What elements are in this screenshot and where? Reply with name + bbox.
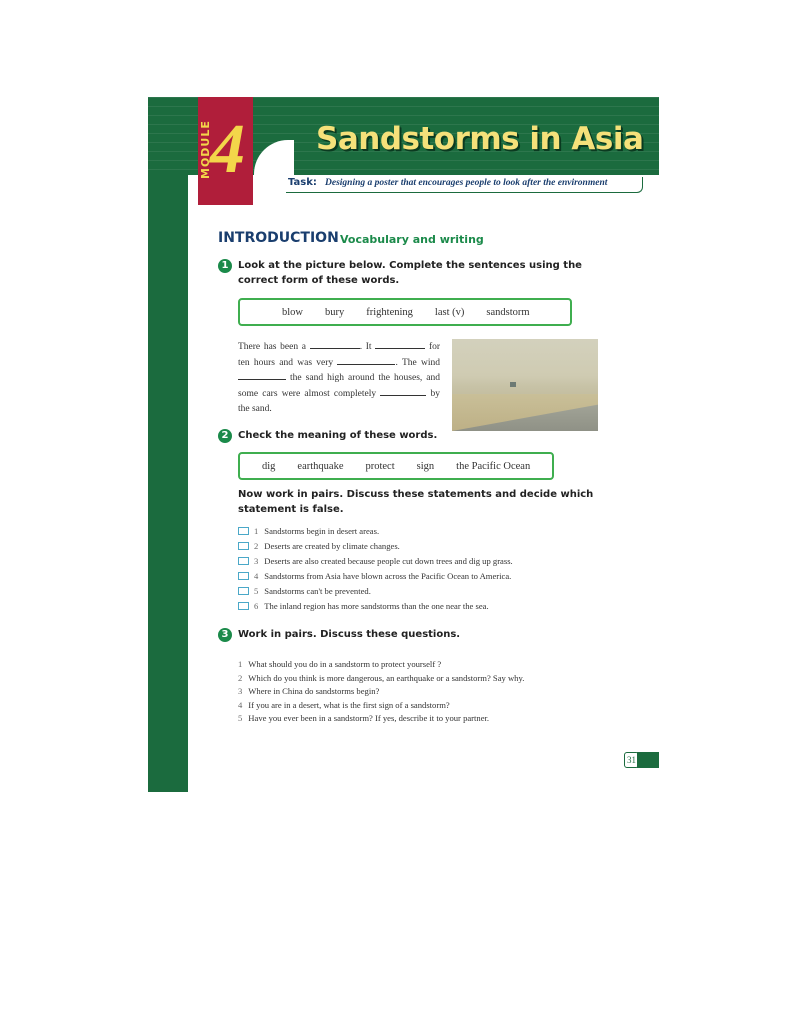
question-item: [238, 685, 524, 699]
task-text: Designing a poster that encourages people to look after the environment: [325, 178, 608, 188]
question-number: 2: [238, 672, 243, 683]
statement-number: 2: [254, 540, 259, 551]
word-item: bury: [325, 306, 345, 318]
page-number: 31: [624, 752, 639, 768]
fill-in-paragraph: [238, 340, 440, 418]
word-item: dig: [262, 460, 276, 472]
paragraph-text: by the sand.: [238, 388, 441, 414]
question-text: Have you ever been in a sandstorm? If yes, describe it to your partner.: [248, 713, 490, 723]
page-tab: [637, 752, 659, 768]
question-text: If you are in a desert, what is the first sign of a sandstorm?: [248, 699, 450, 710]
statement-number: 1: [254, 525, 259, 536]
question-number: 4: [238, 699, 243, 710]
statement-text: Deserts are created by climate changes.: [264, 540, 400, 551]
statement-text: The inland region has more sandstorms than the one near the sea.: [264, 600, 489, 611]
question-number: 5: [238, 713, 243, 723]
photo-car: [510, 382, 516, 387]
statement-number: 5: [254, 585, 259, 596]
paragraph-text: There has been a: [238, 342, 307, 352]
module-number: 4: [210, 111, 245, 188]
sandstorm-photo: [452, 339, 598, 431]
exercise2-instruction: Check the meaning of these words.: [238, 430, 438, 441]
question-item: [238, 658, 524, 672]
word-item: earthquake: [297, 460, 344, 472]
question-text: What should you do in a sandstorm to protect yourself ?: [248, 659, 442, 669]
statement-text: Sandstorms from Asia have blown across the Pacific Ocean to America.: [264, 570, 512, 581]
page-title: Sandstorms in Asia: [316, 121, 644, 157]
statement-list: [238, 523, 513, 613]
exercise-number-1: 1: [218, 259, 232, 273]
pair-instruction: Now work in pairs. Discuss these statements and decide which statement is false.: [238, 489, 594, 515]
question-text: Where in China do sandstorms begin?: [248, 686, 380, 696]
statement-item: [238, 538, 513, 553]
task-label: Task:: [288, 177, 317, 188]
paragraph-text: for ten hours and was very: [238, 342, 441, 368]
word-item: sandstorm: [486, 306, 530, 318]
word-box-1: [238, 298, 572, 326]
statement-checkbox[interactable]: [238, 542, 249, 550]
left-margin-bar: [148, 97, 188, 792]
word-item: the Pacific Ocean: [456, 460, 531, 472]
statement-text: Deserts are also created because people cut down trees and dig up grass.: [264, 555, 513, 566]
statement-number: 3: [254, 555, 259, 566]
word-box-2: [238, 452, 554, 480]
question-number: 3: [238, 686, 243, 696]
blank-4[interactable]: [238, 371, 286, 380]
module-label: MODULE: [199, 120, 212, 180]
blank-5[interactable]: [380, 387, 426, 396]
section-subheading: Vocabulary and writing: [340, 233, 484, 246]
statement-checkbox[interactable]: [238, 602, 249, 610]
section-heading: INTRODUCTION: [218, 230, 339, 246]
statement-text: Sandstorms begin in desert areas.: [264, 525, 380, 536]
blank-1[interactable]: [310, 340, 360, 349]
exercise-number-3: 3: [218, 628, 232, 642]
question-number: 1: [238, 659, 243, 669]
statement-number: 6: [254, 600, 259, 611]
statement-checkbox[interactable]: [238, 572, 249, 580]
word-item: frightening: [366, 306, 413, 318]
statement-number: 4: [254, 570, 259, 581]
paragraph-text: the sand high around the houses, and some cars were almost completely: [238, 373, 440, 399]
statement-item: [238, 568, 513, 583]
exercise1-instruction: Look at the picture below. Complete the sentences using the correct form of these words.: [238, 260, 582, 286]
statement-item: [238, 523, 513, 538]
statement-checkbox[interactable]: [238, 587, 249, 595]
word-item: protect: [365, 460, 395, 472]
paragraph-text: . The wind: [395, 357, 440, 368]
question-text: Which do you think is more dangerous, an earthquake or a sandstorm? Say why.: [248, 672, 525, 683]
question-item: [238, 712, 524, 726]
word-item: sign: [416, 460, 435, 472]
statement-text: Sandstorms can't be prevented.: [264, 585, 371, 596]
blank-3[interactable]: [337, 356, 395, 365]
question-list: [238, 658, 524, 726]
exercise3-instruction: Work in pairs. Discuss these questions.: [238, 629, 461, 640]
exercise-number-2: 2: [218, 429, 232, 443]
statement-item: [238, 553, 513, 568]
statement-checkbox[interactable]: [238, 557, 249, 565]
word-item: last (v): [434, 306, 465, 318]
blank-2[interactable]: [375, 340, 425, 349]
word-item: blow: [282, 306, 303, 318]
question-item: [238, 672, 524, 686]
paragraph-text: . It: [359, 342, 372, 352]
statement-item: [238, 598, 513, 613]
statement-checkbox[interactable]: [238, 527, 249, 535]
statement-item: [238, 583, 513, 598]
question-item: [238, 699, 524, 713]
